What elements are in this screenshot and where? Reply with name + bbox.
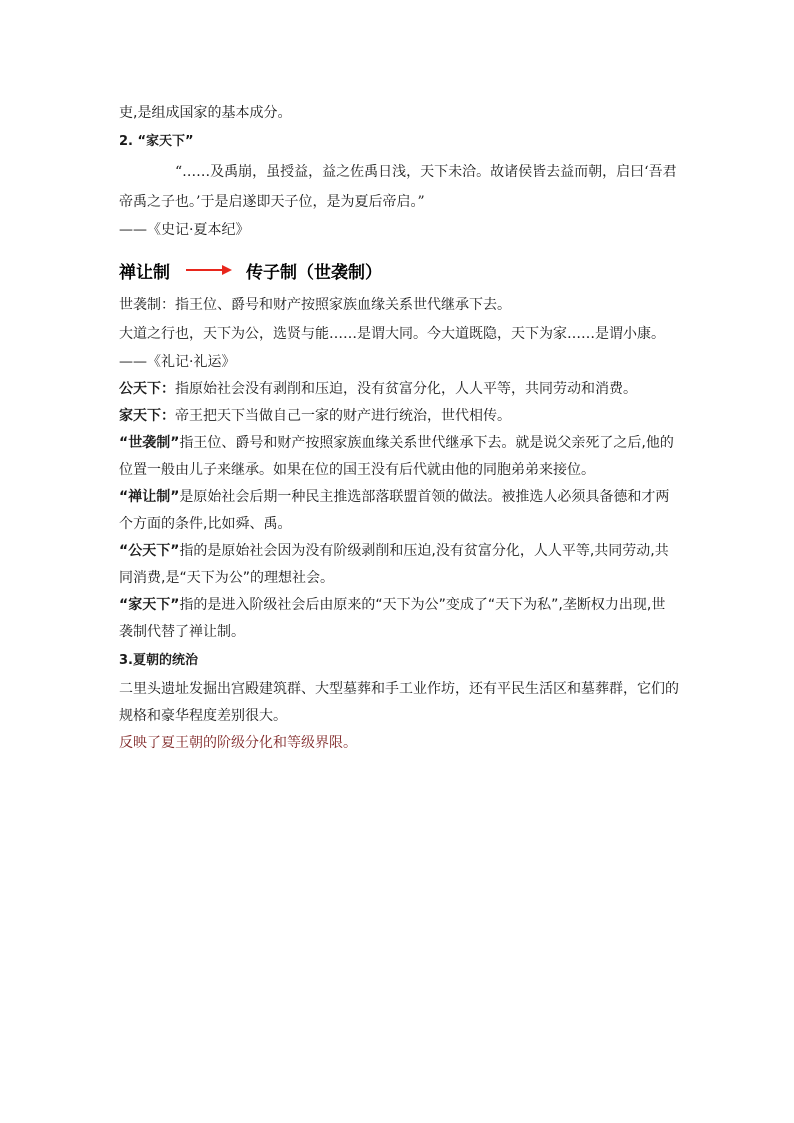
label-chuanzi: 传子制（世袭制）	[246, 262, 382, 283]
conclusion-text: 反映了夏王朝的阶级分化和等级界限。	[119, 735, 357, 751]
paragraph-shanrang	[119, 484, 679, 538]
term-shanrang: “禅让制”	[119, 489, 180, 505]
paragraph-jiatianxia	[119, 592, 679, 646]
definition-gongtianxia	[119, 376, 679, 403]
text-jiatianxia: 帝王把天下当做自己一家的财产进行统治，世代相传。	[175, 408, 511, 424]
text-shixi: 指王位、爵号和财产按照家族血缘关系世代继承下去。就是说父亲死了之后,他的位置一般由儿子来继承。如果在位的国王没有后代就由他的同胞弟弟来接位。	[119, 435, 674, 478]
succession-arrow-diagram	[119, 252, 679, 288]
term-gongtianxia: 公天下：	[119, 381, 175, 397]
section-heading-2: 2. “家天下”	[119, 134, 194, 149]
right-arrow-icon	[186, 263, 232, 277]
term-gongtianxia-2: “公天下”	[119, 543, 180, 559]
definition-jiatianxia	[119, 403, 679, 430]
quote-shiji: “……及禹崩，虽授益，益之佐禹日浅，天下未洽。故诸侯皆去益而朝，启曰‘吾君帝禹之子也。’于是启遂即天子位，是为夏后帝启。”	[119, 164, 677, 210]
paragraph-erlitou: 二里头遗址发掘出宫殿建筑群、大型墓葬和手工业作坊，还有平民生活区和墓葬群，它们的规格和豪华程度差别很大。	[119, 681, 679, 724]
text-gongtianxia: 指原始社会没有剥削和压迫，没有贫富分化，人人平等，共同劳动和消费。	[175, 381, 637, 397]
text-gongtianxia-2: 指的是原始社会因为没有阶级剥削和压迫,没有贫富分化，人人平等,共同劳动,共同消费,是“天下为公”的理想社会。	[119, 543, 669, 586]
label-shanrang: 禅让制	[119, 262, 170, 283]
text-shanrang: 是原始社会后期一种民主推选部落联盟首领的做法。被推选人必须具备德和才两个方面的条件,比如舜、禹。	[119, 489, 670, 532]
term-jiatianxia: 家天下：	[119, 408, 175, 424]
text-jiatianxia-2: 指的是进入阶级社会后由原来的“天下为公”变成了“天下为私”,垄断权力出现,世袭制代替了禅让制。	[119, 597, 666, 640]
definition-shixi: 世袭制：指王位、爵号和财产按照家族血缘关系世代继承下去。	[119, 297, 511, 313]
quote-liji: 大道之行也，天下为公，选贤与能……是谓大同。今大道既隐，天下为家……是谓小康。	[119, 326, 665, 342]
document-body	[119, 100, 679, 757]
paragraph-shixi	[119, 430, 679, 484]
term-jiatianxia-2: “家天下”	[119, 597, 180, 613]
section-heading-3: 3.夏朝的统治	[119, 653, 198, 668]
quote-source-shiji: ——《史记·夏本纪》	[119, 222, 250, 238]
paragraph-gongtianxia	[119, 538, 679, 592]
quote-source-liji: ——《礼记·礼运》	[119, 354, 236, 370]
term-shixi: “世袭制”	[119, 435, 180, 451]
text-line: 吏,是组成国家的基本成分。	[119, 105, 292, 121]
